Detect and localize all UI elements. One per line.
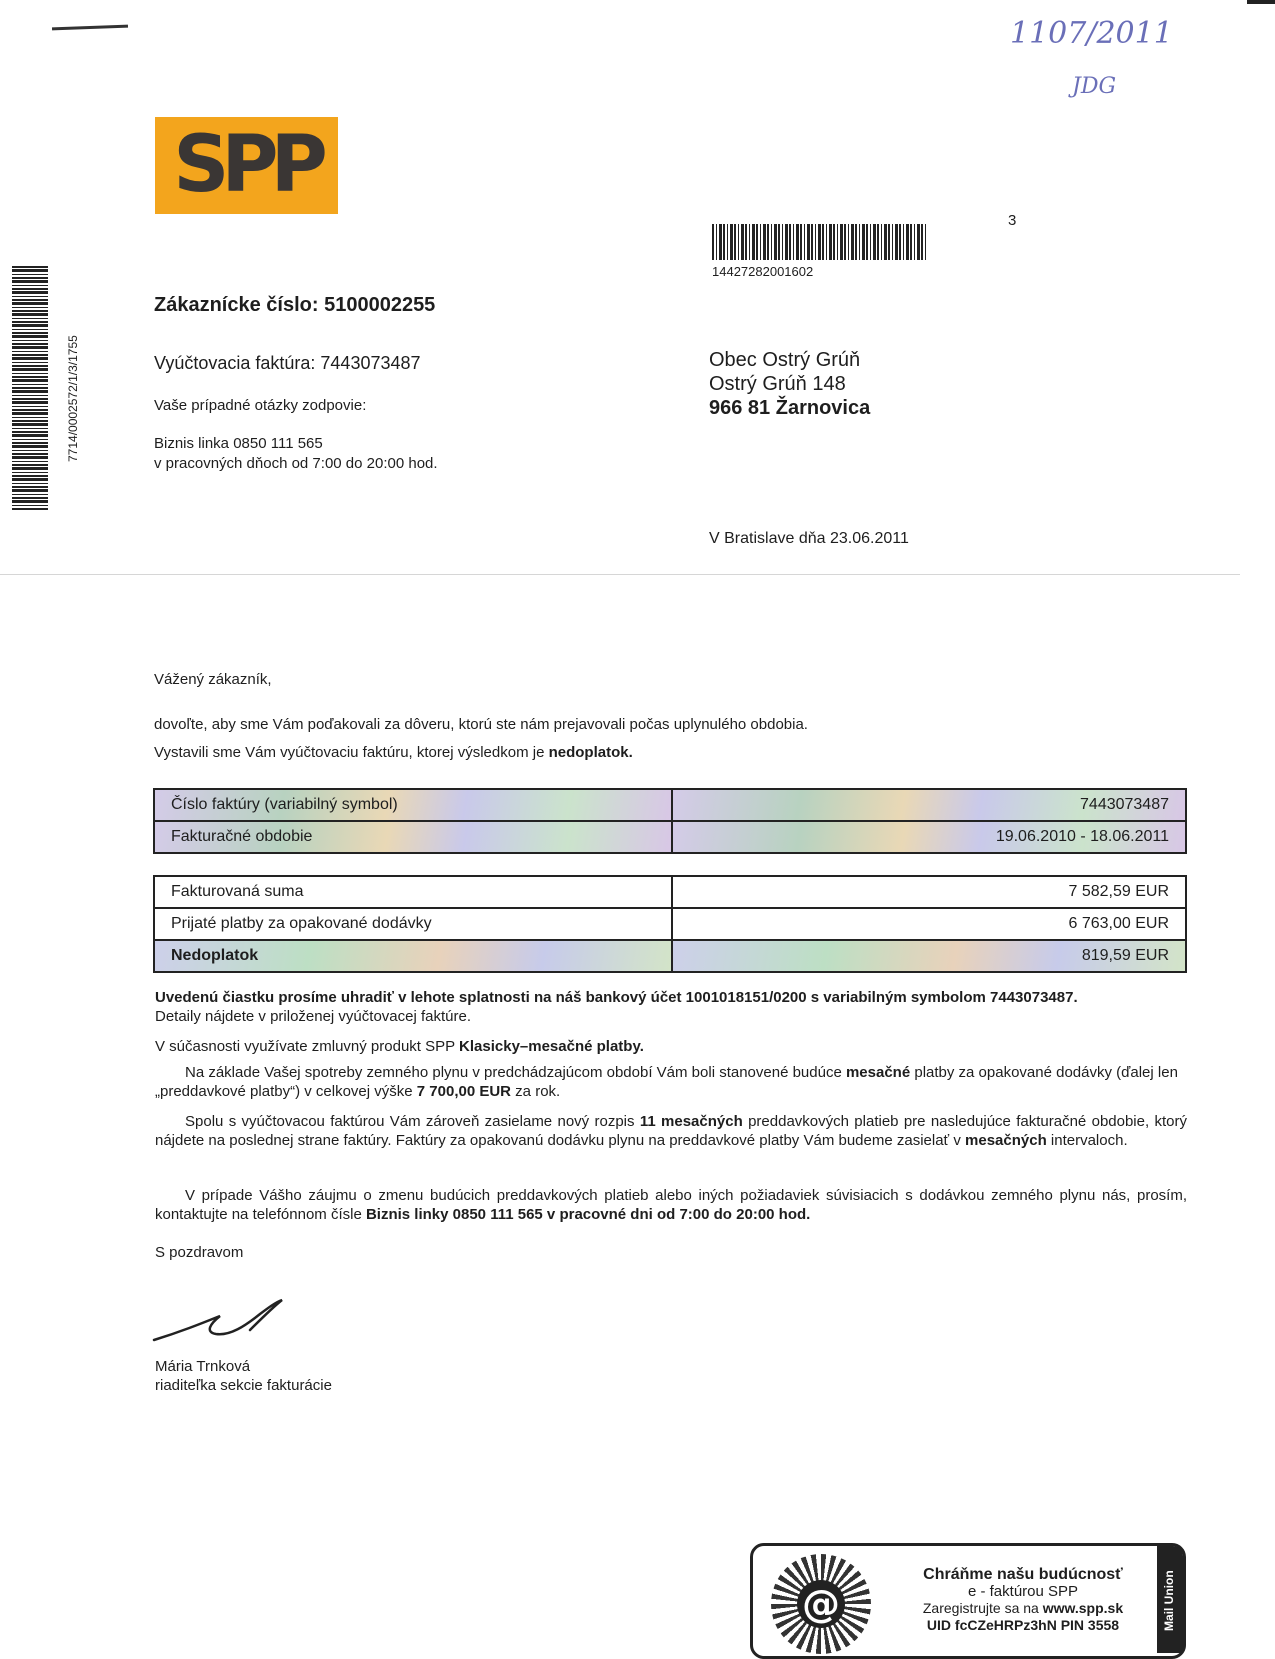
table-row — [154, 876, 1186, 908]
product-text: V súčasnosti využívate zmluvný produkt SPP — [155, 1038, 460, 1055]
promo-line3 — [903, 1600, 1143, 1617]
text-bold: mesačných — [965, 1132, 1047, 1149]
promo-line2: e - faktúrou SPP — [967, 1583, 1079, 1600]
e-invoice-promo — [750, 1543, 1186, 1659]
signature — [150, 1296, 290, 1346]
text-bold: 11 mesačných — [639, 1113, 743, 1130]
text: intervaloch. — [1046, 1132, 1128, 1149]
product-line — [155, 1037, 1187, 1056]
promo-credentials: UID fcCZeHRPz3hN PIN 3558 — [926, 1617, 1120, 1633]
promo-text — [903, 1566, 1143, 1634]
table-cell-value: 7443073487 — [672, 789, 1186, 821]
questions-label: Vaše prípadné otázky zodpovie: — [154, 397, 367, 414]
invoice-number: Vyúčtovacia faktúra: 7443073487 — [154, 353, 421, 373]
address-line-3: 966 81 Žarnovica — [709, 397, 871, 419]
table-cell-label: Prijaté platby za opakované dodávky — [154, 908, 672, 940]
text-bold: Biznis linky 0850 111 565 v pracovné dni od 7:00 do 20:00 hod. — [365, 1206, 811, 1223]
promo-line3-text: Zaregistrujte sa na — [922, 1600, 1043, 1616]
mail-union-text: Mail Union — [1162, 1570, 1176, 1631]
payment-instruction-bold: Uvedenú čiastku prosíme uhradiť v lehote splatnosti na náš bankový účet 1001018151/0200 s variabilným symbolom 7443073487. — [155, 989, 1078, 1006]
text-bold: 7 700,00 EUR — [416, 1083, 512, 1100]
top-right-border — [1247, 0, 1275, 4]
result-text: Vystavili sme Vám vyúčtovaciu faktúru, ktorej výsledkom je — [154, 744, 549, 761]
fold-line — [0, 574, 1240, 575]
text-bold: mesačné — [845, 1064, 911, 1081]
product-name: Klasicky–mesačné platby. — [459, 1038, 644, 1055]
table-cell-label: Číslo faktúry (variabilný symbol) — [154, 789, 672, 821]
text: platby za opakované dodávky (ďalej len „preddavkové platby“) v celkovej výške — [155, 1064, 1178, 1100]
table-cell-value: 819,59 EUR — [672, 940, 1186, 972]
promo-website: www.spp.sk — [1042, 1600, 1124, 1616]
promo-heading: Chráňme našu budúcnosť — [923, 1566, 1123, 1583]
text: V prípade Vášho záujmu o zmenu budúcich preddavkových platieb alebo iných požiadaviek súvisiacich s dodávkou zemného plynu nás, prosím, kontaktujte na telefónnom čísle — [155, 1187, 1187, 1223]
amounts-table — [153, 875, 1187, 973]
page-number: 3 — [1008, 212, 1017, 229]
table-row — [154, 908, 1186, 940]
text: preddavkových platieb pre nasledujúce fakturačné obdobie, ktorý nájdete na poslednej strane faktúry. Faktúry za opakovanú dodávku plynu na preddavkové platby Vám budeme zasielať v — [155, 1113, 1187, 1149]
address-barcode — [712, 224, 926, 260]
mail-union-label — [1157, 1546, 1183, 1653]
side-barcode-text: 7714/0002572/1/3/1755 — [66, 335, 80, 462]
table-cell-label: Fakturačné obdobie — [154, 821, 672, 853]
text: Spolu s vyúčtovacou faktúrou Vám zároveň zasielame nový rozpis — [185, 1113, 640, 1130]
address-line-1: Obec Ostrý Grúň — [709, 349, 861, 371]
details-note: Detaily nájdete v priloženej vyúčtovacej faktúre. — [155, 1008, 471, 1025]
prepayment-paragraph — [155, 1063, 1187, 1101]
closing: S pozdravom — [155, 1244, 244, 1261]
at-icon: @ — [797, 1580, 845, 1628]
spp-logo-text: SPP — [173, 120, 320, 210]
table-cell-label: Nedoplatok — [154, 940, 672, 972]
date-line: V Bratislave dňa 23.06.2011 — [709, 530, 909, 547]
spp-logo — [155, 117, 338, 214]
business-hours: v pracovných dňoch od 7:00 do 20:00 hod. — [154, 455, 438, 472]
barcode-number: 14427282001602 — [712, 264, 814, 279]
address-line-2: Ostrý Grúň 148 — [709, 373, 846, 395]
table-cell-value: 6 763,00 EUR — [672, 908, 1186, 940]
contact-paragraph — [155, 1186, 1187, 1224]
handwritten-initials: JDG — [1072, 74, 1117, 99]
side-barcode — [12, 266, 48, 510]
handwritten-number: 1107/2011 — [1010, 16, 1173, 51]
flower-logo — [771, 1554, 871, 1654]
customer-number: Zákaznícke číslo: 5100002255 — [154, 294, 436, 316]
table-cell-label: Fakturovaná suma — [154, 876, 672, 908]
schedule-paragraph — [155, 1112, 1187, 1150]
text: za rok. — [511, 1083, 561, 1100]
text: Na základe Vašej spotreby zemného plynu v predchádzajúcom období Vám boli stanovené budúce — [185, 1064, 846, 1081]
result-paragraph — [154, 744, 633, 761]
table-cell-value: 19.06.2010 - 18.06.2011 — [672, 821, 1186, 853]
payment-instruction — [155, 988, 1187, 1026]
result-bold: nedoplatok. — [548, 744, 633, 761]
table-cell-value: 7 582,59 EUR — [672, 876, 1186, 908]
recipient-address — [709, 348, 870, 420]
signatory-name: Mária Trnková — [155, 1358, 251, 1375]
table-row-total — [154, 940, 1186, 972]
business-phone: Biznis linka 0850 111 565 — [154, 435, 323, 452]
invoice-info-table — [153, 788, 1187, 854]
table-row — [154, 789, 1186, 821]
signatory-title: riaditeľka sekcie fakturácie — [155, 1377, 332, 1394]
top-dash-mark — [52, 25, 128, 31]
table-row — [154, 821, 1186, 853]
greeting: Vážený zákazník, — [154, 671, 272, 688]
thanks-paragraph: dovoľte, aby sme Vám poďakovali za dôveru, ktorú ste nám prejavovali počas uplynulého obdobia. — [154, 716, 808, 733]
